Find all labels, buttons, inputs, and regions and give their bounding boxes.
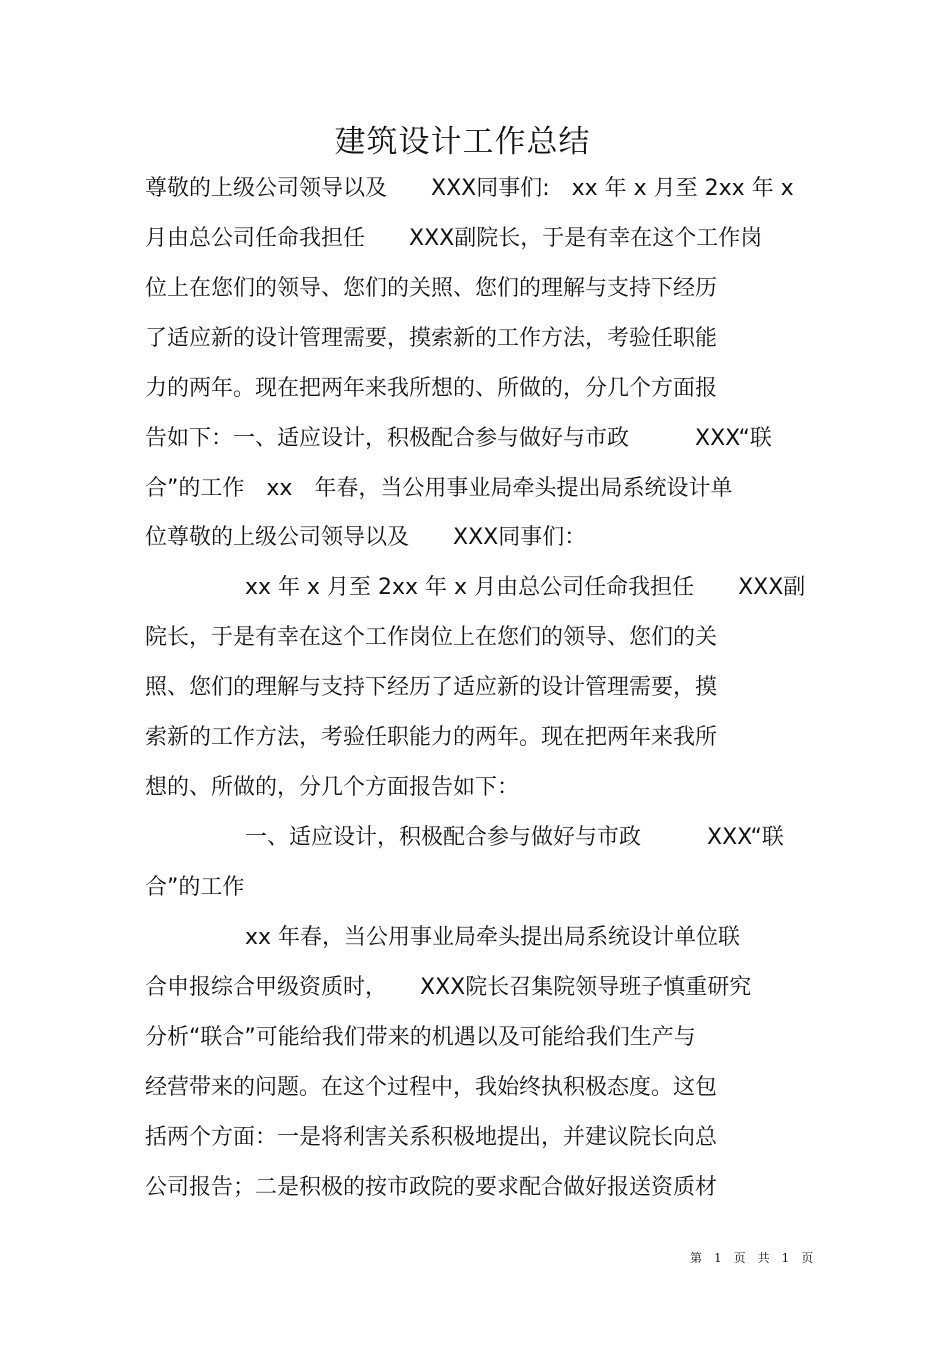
body-line: 月由总公司任命我担任 XXX副院长，于是有幸在这个工作岗: [145, 226, 763, 251]
body-line: 照、您们的理解与支持下经历了适应新的设计管理需要，摸: [145, 675, 718, 700]
body-line: 告如下：一、适应设计，积极配合参与做好与市政 XXX“联: [145, 426, 772, 451]
body-line: 经营带来的问题。在这个过程中，我始终执积极态度。这包: [145, 1075, 718, 1100]
body-line: 位上在您们的领导、您们的关照、您们的理解与支持下经历: [145, 276, 718, 301]
body-line: 位尊敬的上级公司领导以及 XXX同事们：: [145, 525, 587, 550]
body-line: 想的、所做的，分几个方面报告如下：: [145, 775, 520, 800]
body-line: 一、适应设计，积极配合参与做好与市政 XXX“联: [245, 825, 784, 850]
body-line: 括两个方面：一是将利害关系积极地提出，并建议院长向总: [145, 1125, 718, 1150]
body-line: 索新的工作方法，考验任职能力的两年。现在把两年来我所: [145, 725, 718, 750]
page-footer: 第 1 页 共 1 页: [690, 1251, 814, 1265]
body-line: 尊敬的上级公司领导以及 XXX同事们: xx 年 x 月至 2xx 年 x: [145, 176, 794, 201]
body-line: 了适应新的设计管理需要，摸索新的工作方法，考验任职能: [145, 326, 718, 351]
body-line: 力的两年。现在把两年来我所想的、所做的，分几个方面报: [145, 376, 718, 401]
body-line: 合申报综合甲级资质时， XXX院长召集院领导班子慎重研究: [145, 975, 752, 1000]
document-title: 建筑设计工作总结: [334, 124, 591, 160]
body-line: 分析“联合”可能给我们带来的机遇以及可能给我们生产与: [145, 1025, 696, 1050]
body-line: 合”的工作 xx 年春，当公用事业局牵头提出局系统设计单: [145, 476, 733, 501]
body-line: xx 年 x 月至 2xx 年 x 月由总公司任命我担任 XXX副: [245, 575, 806, 600]
body-line: xx 年春，当公用事业局牵头提出局系统设计单位联: [245, 925, 741, 950]
body-line: 合”的工作: [145, 875, 245, 900]
body-line: 院长，于是有幸在这个工作岗位上在您们的领导、您们的关: [145, 625, 718, 650]
body-line: 公司报告；二是积极的按市政院的要求配合做好报送资质材: [145, 1175, 718, 1200]
